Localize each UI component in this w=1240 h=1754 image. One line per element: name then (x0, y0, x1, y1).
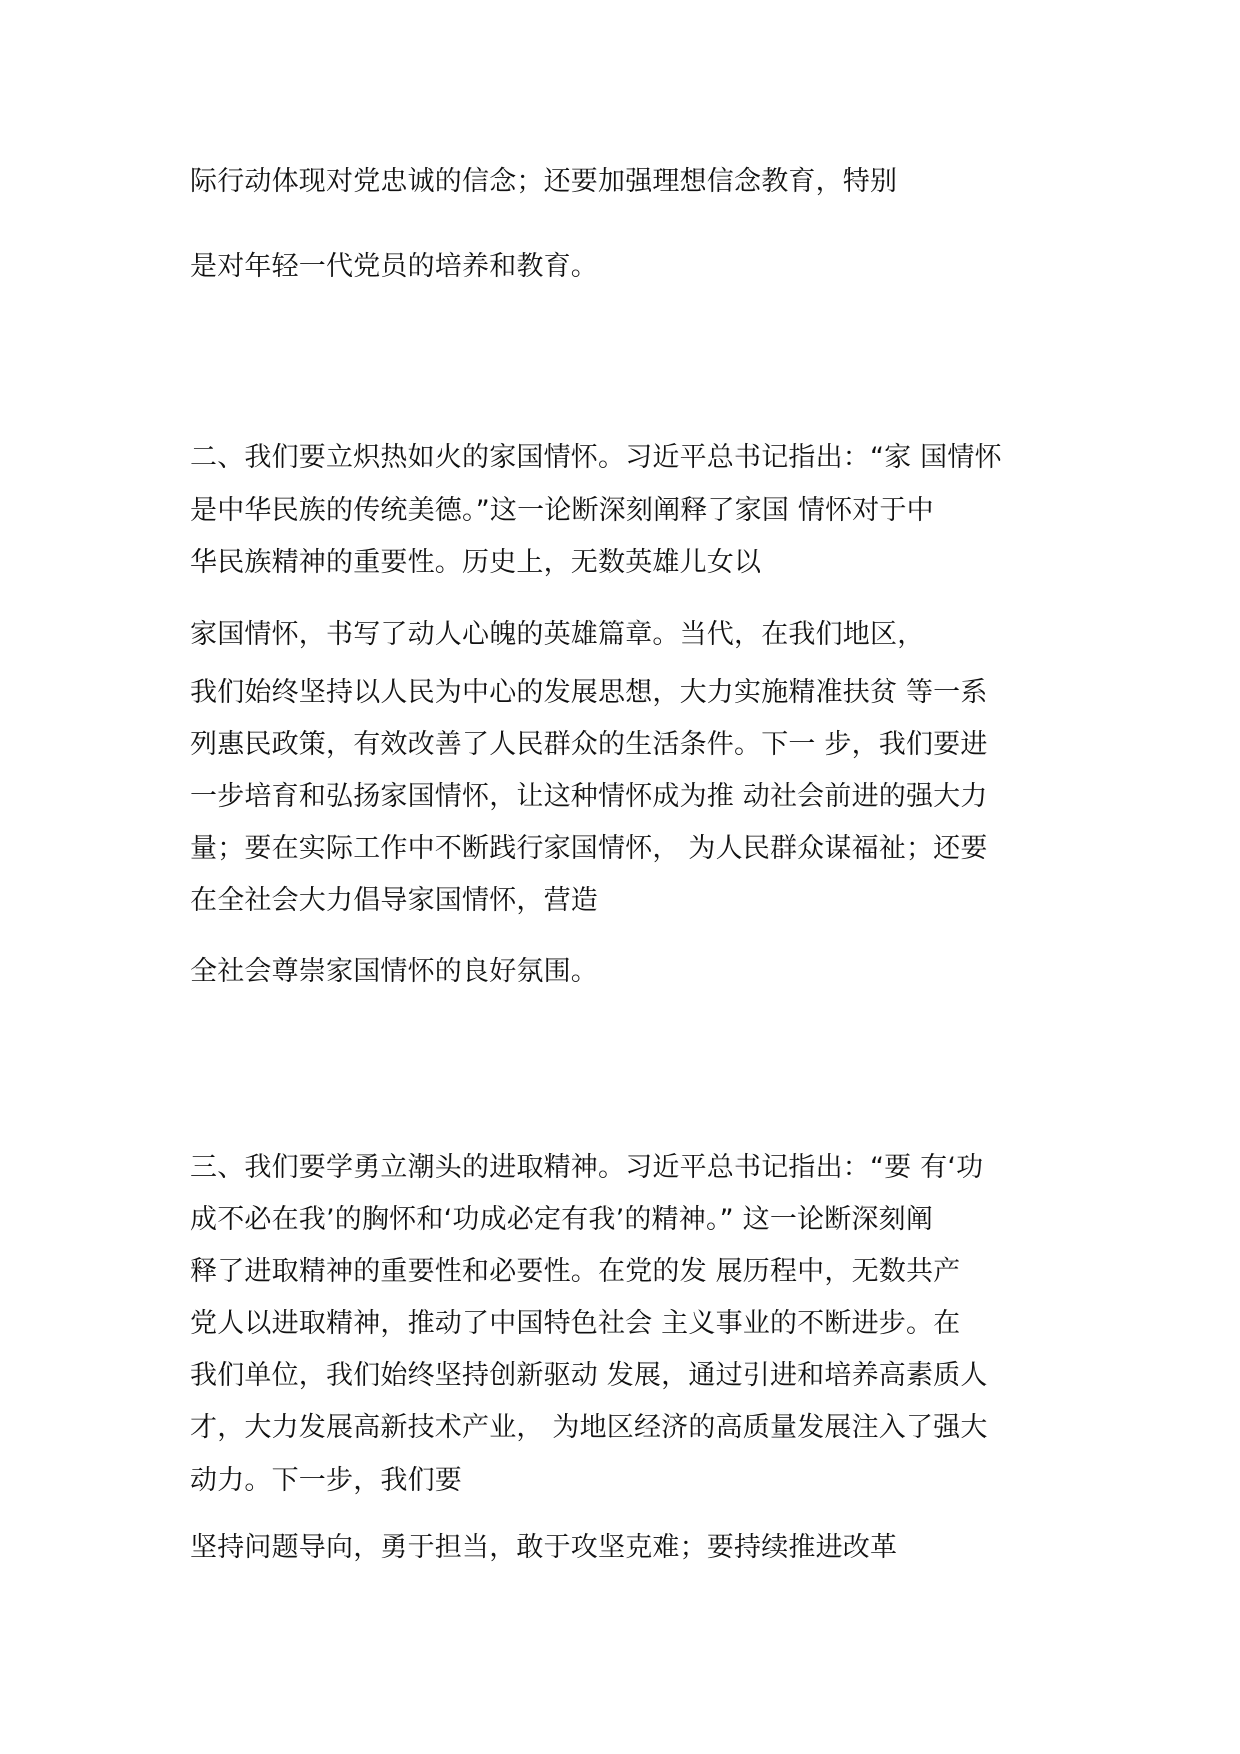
text-line: 际行动体现对党忠诚的信念；还要加强理想信念教育，特别 (190, 166, 898, 197)
text-line: 列惠民政策，有效改善了人民群众的生活条件。下一 步，我们要进 (190, 729, 988, 760)
text-line: 党人以进取精神，推动了中国特色社会 主义事业的不断进步。在 (190, 1308, 961, 1339)
text-line: 释了进取精神的重要性和必要性。在党的发 展历程中，无数共产 (190, 1256, 961, 1287)
text-line: 动力。下一步，我们要 (190, 1465, 462, 1496)
text-line: 三、我们要学勇立潮头的进取精神。习近平总书记指出：“要 有‘功 (190, 1152, 984, 1183)
text-line: 在全社会大力倡导家国情怀，营造 (190, 885, 598, 916)
text-line: 华民族精神的重要性。历史上，无数英雄儿女以 (190, 547, 762, 578)
text-line: 全社会尊崇家国情怀的良好氛围。 (190, 956, 598, 987)
text-line: 才，大力发展高新技术产业， 为地区经济的高质量发展注入了强大 (190, 1412, 988, 1443)
text-line: 是中华民族的传统美德。”这一论断深刻阐释了家国 情怀对于中 (190, 495, 934, 526)
text-line: 一步培育和弘扬家国情怀，让这种情怀成为推 动社会前进的强大力 (190, 781, 988, 812)
text-line: 坚持问题导向，勇于担当，敢于攻坚克难；要持续推进改革 (190, 1532, 898, 1563)
text-line: 家国情怀，书写了动人心魄的英雄篇章。当代，在我们地区， (190, 619, 925, 650)
text-line: 成不必在我’的胸怀和‘功成必定有我’的精神。” 这一论断深刻阐 (190, 1204, 934, 1235)
text-line: 二、我们要立炽热如火的家国情怀。习近平总书记指出：“家 国情怀 (190, 442, 1002, 473)
text-line: 量；要在实际工作中不断践行家国情怀， 为人民群众谋福祉；还要 (190, 833, 988, 864)
text-line: 我们单位，我们始终坚持创新驱动 发展，通过引进和培养高素质人 (190, 1360, 988, 1391)
text-line: 我们始终坚持以人民为中心的发展思想，大力实施精准扶贫 等一系 (190, 677, 988, 708)
text-line: 是对年轻一代党员的培养和教育。 (190, 251, 598, 282)
